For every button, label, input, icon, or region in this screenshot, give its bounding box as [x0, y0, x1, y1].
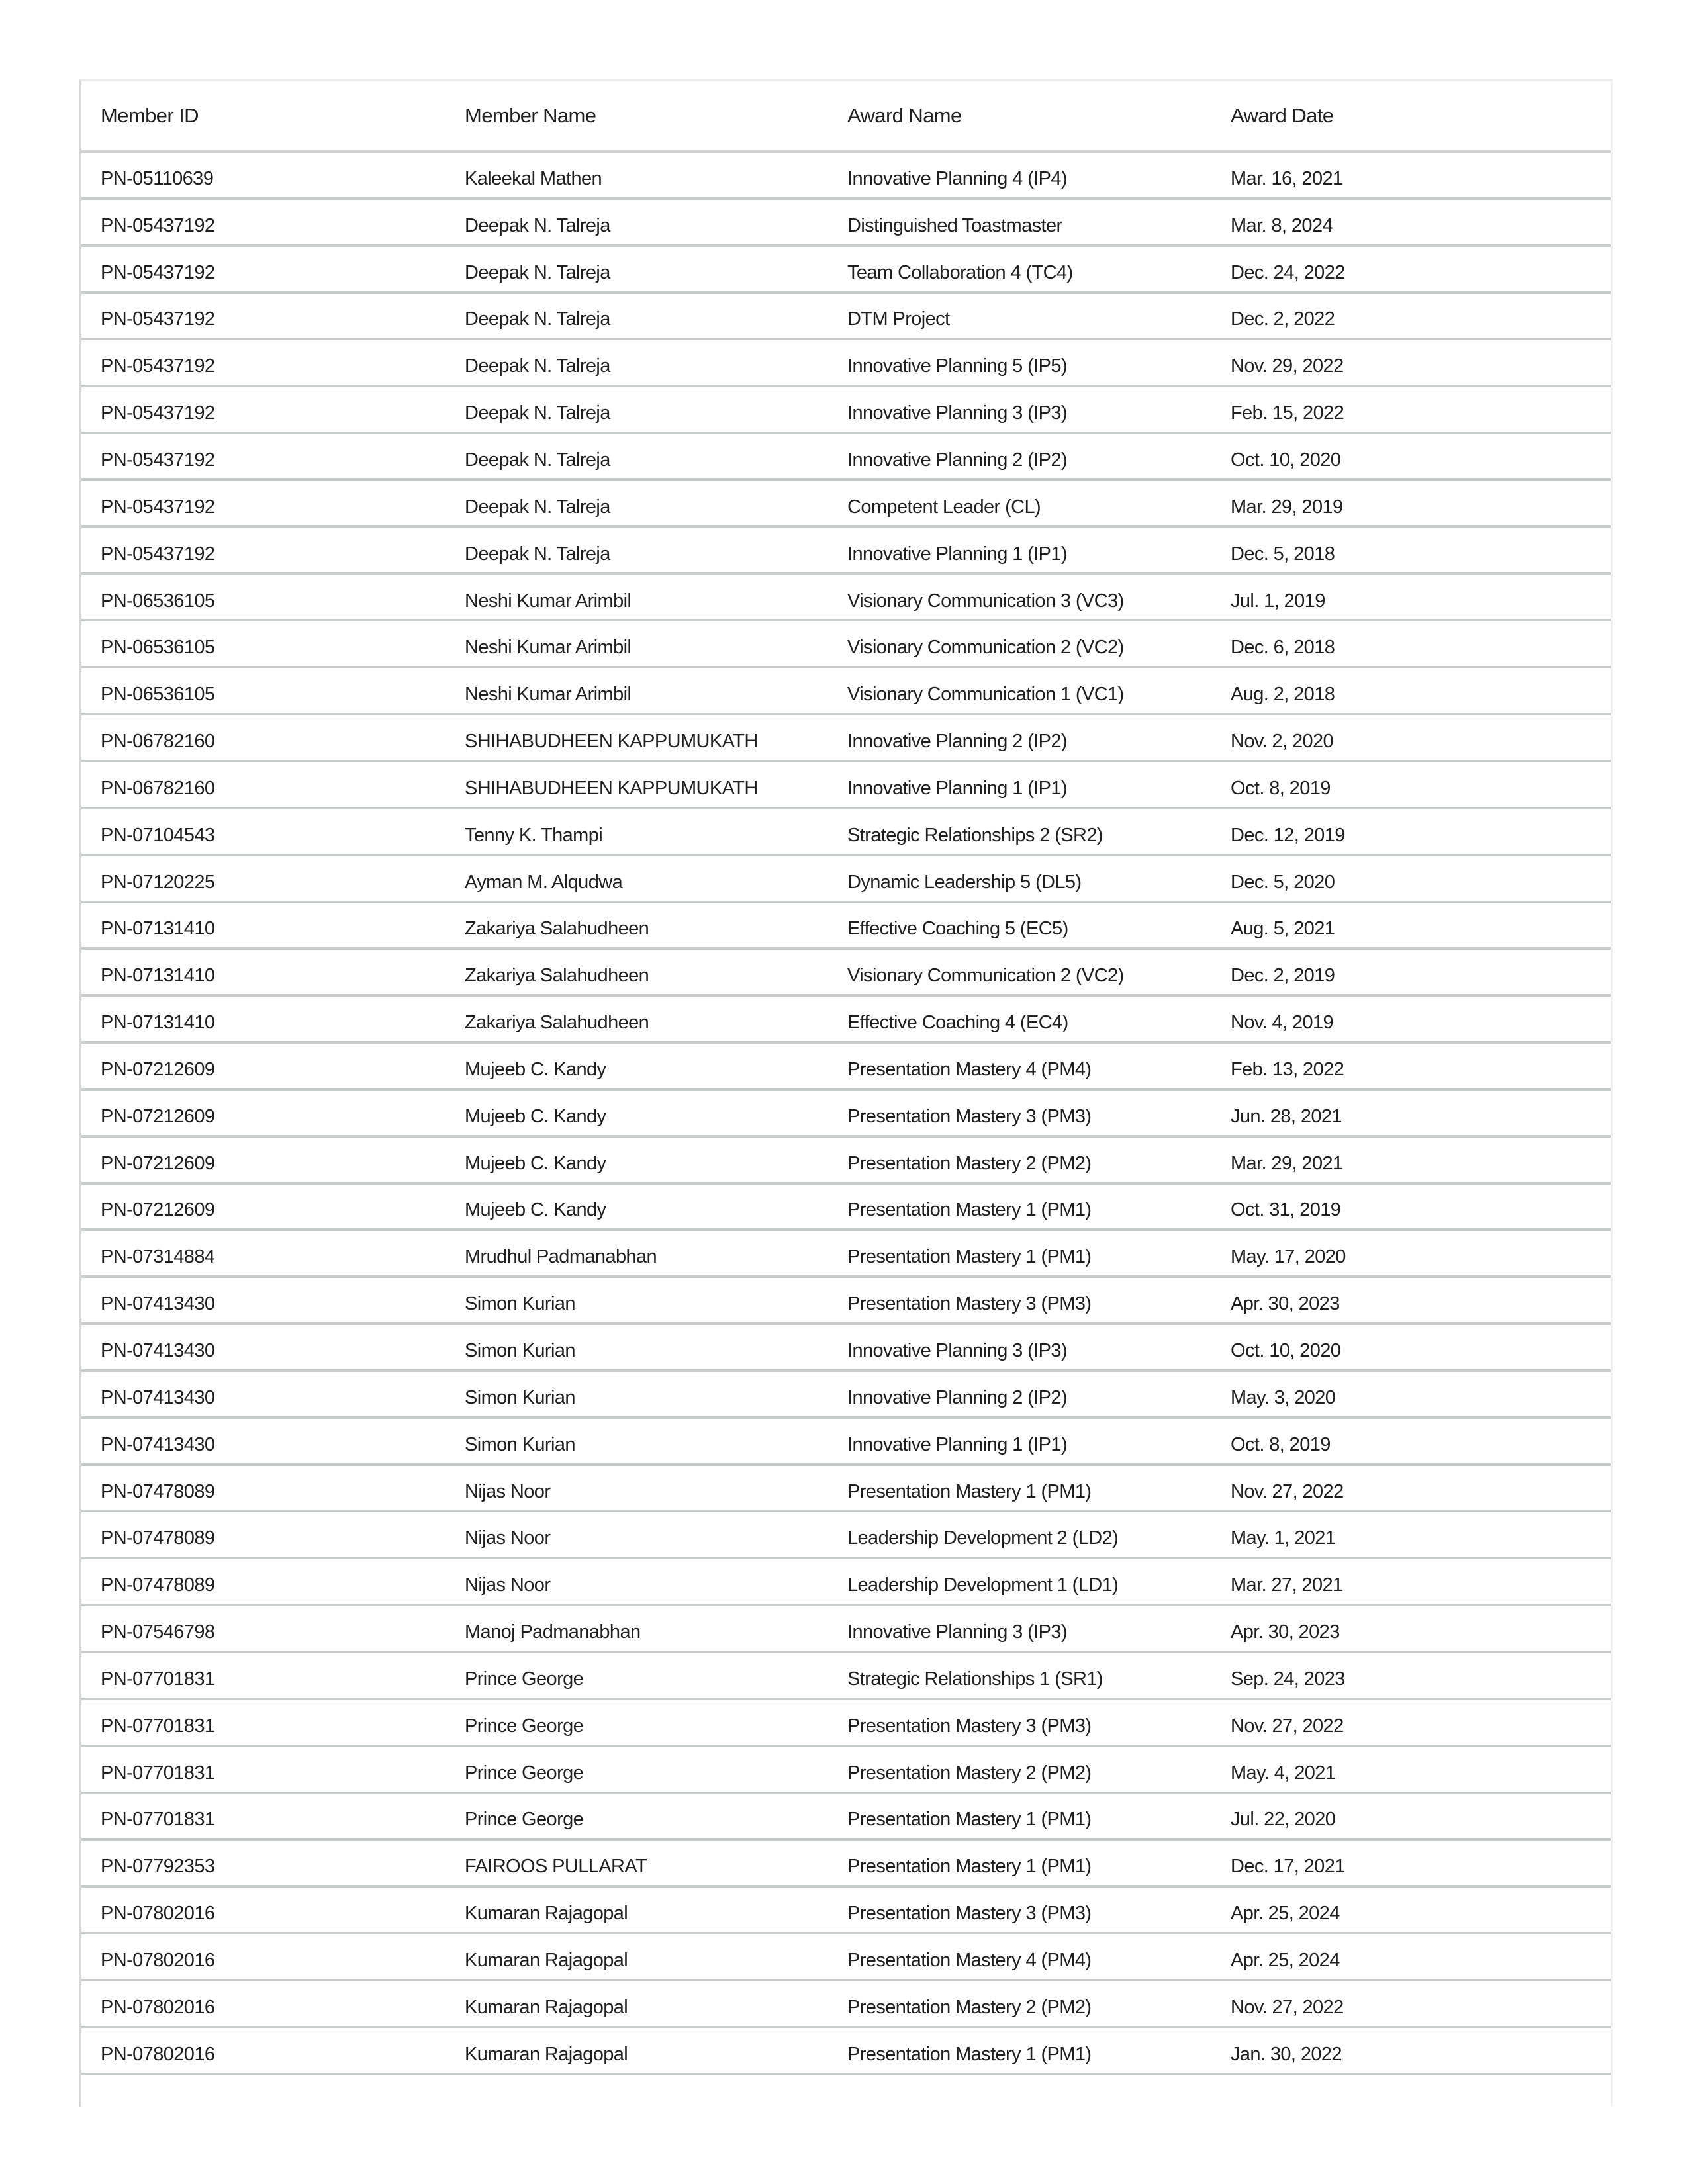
- member-name-cell: Deepak N. Talreja: [465, 355, 610, 377]
- member-id-cell: PN-06782160: [101, 777, 215, 799]
- table-row: [81, 1466, 1611, 1513]
- member-name-cell: Zakariya Salahudheen: [465, 918, 649, 940]
- header-member-id[interactable]: Member ID: [101, 104, 199, 127]
- award-name-cell: Visionary Communication 2 (VC2): [847, 637, 1124, 659]
- table-row: [81, 668, 1611, 715]
- member-name-cell: Mujeeb C. Kandy: [465, 1105, 606, 1127]
- table-row: [81, 1981, 1611, 2028]
- award-name-cell: Presentation Mastery 3 (PM3): [847, 1293, 1092, 1315]
- table-row: [81, 1888, 1611, 1934]
- member-id-cell: PN-07546798: [101, 1621, 215, 1643]
- award-name-cell: Presentation Mastery 4 (PM4): [847, 1949, 1092, 1971]
- award-name-cell: Presentation Mastery 1 (PM1): [847, 2043, 1092, 2065]
- table-row: [81, 997, 1611, 1044]
- table-row: [81, 1747, 1611, 1794]
- award-name-cell: Innovative Planning 2 (IP2): [847, 449, 1068, 471]
- table-row: [81, 856, 1611, 903]
- member-name-cell: Prince George: [465, 1809, 584, 1831]
- member-name-cell: Nijas Noor: [465, 1527, 551, 1549]
- member-id-cell: PN-07478089: [101, 1574, 215, 1596]
- table-row: [81, 200, 1611, 247]
- award-date-cell: Mar. 29, 2021: [1231, 1152, 1343, 1174]
- award-name-cell: Innovative Planning 5 (IP5): [847, 355, 1068, 377]
- award-date-cell: Aug. 2, 2018: [1231, 684, 1335, 705]
- table-row: [81, 153, 1611, 200]
- member-name-cell: Ayman M. Alqudwa: [465, 871, 623, 893]
- member-id-cell: PN-07701831: [101, 1715, 215, 1737]
- award-name-cell: Presentation Mastery 3 (PM3): [847, 1715, 1092, 1737]
- member-id-cell: PN-05437192: [101, 402, 215, 424]
- member-name-cell: Mujeeb C. Kandy: [465, 1152, 606, 1174]
- member-id-cell: PN-07131410: [101, 1012, 215, 1034]
- member-name-cell: Kaleekal Mathen: [465, 167, 602, 189]
- award-date-cell: Nov. 27, 2022: [1231, 1715, 1344, 1737]
- award-date-cell: Oct. 31, 2019: [1231, 1199, 1341, 1221]
- member-id-cell: PN-05110639: [101, 167, 214, 189]
- member-name-cell: Kumaran Rajagopal: [465, 1996, 628, 2018]
- member-name-cell: Prince George: [465, 1762, 584, 1784]
- table-row: [81, 481, 1611, 528]
- award-date-cell: Oct. 8, 2019: [1231, 1433, 1331, 1455]
- award-date-cell: Mar. 29, 2019: [1231, 496, 1343, 518]
- table-row: [81, 621, 1611, 668]
- table-row: [81, 809, 1611, 856]
- member-id-cell: PN-07701831: [101, 1762, 215, 1784]
- table-row: [81, 1091, 1611, 1138]
- member-name-cell: Nijas Noor: [465, 1574, 551, 1596]
- member-name-cell: Tenny K. Thampi: [465, 824, 603, 846]
- award-name-cell: Innovative Planning 4 (IP4): [847, 167, 1068, 189]
- award-date-cell: Dec. 5, 2020: [1231, 871, 1335, 893]
- table-row: [81, 528, 1611, 575]
- award-name-cell: Innovative Planning 1 (IP1): [847, 777, 1068, 799]
- table-row: [81, 1512, 1611, 1559]
- table-row: [81, 575, 1611, 622]
- award-name-cell: Presentation Mastery 2 (PM2): [847, 1996, 1092, 2018]
- member-id-cell: PN-07314884: [101, 1246, 215, 1268]
- member-name-cell: Neshi Kumar Arimbil: [465, 590, 632, 612]
- table-row: [81, 387, 1611, 434]
- member-id-cell: PN-07701831: [101, 1809, 215, 1831]
- member-id-cell: PN-05437192: [101, 308, 215, 330]
- member-id-cell: PN-06536105: [101, 684, 215, 705]
- award-date-cell: Nov. 27, 2022: [1231, 1996, 1344, 2018]
- award-date-cell: Oct. 10, 2020: [1231, 1340, 1341, 1362]
- member-name-cell: Mujeeb C. Kandy: [465, 1058, 606, 1080]
- member-id-cell: PN-07212609: [101, 1105, 215, 1127]
- member-id-cell: PN-07802016: [101, 2043, 215, 2065]
- award-name-cell: Effective Coaching 4 (EC4): [847, 1012, 1068, 1034]
- member-id-cell: PN-07131410: [101, 918, 215, 940]
- member-name-cell: Mujeeb C. Kandy: [465, 1199, 606, 1221]
- award-date-cell: Mar. 27, 2021: [1231, 1574, 1343, 1596]
- award-date-cell: Oct. 10, 2020: [1231, 449, 1341, 471]
- award-name-cell: Strategic Relationships 1 (SR1): [847, 1668, 1103, 1690]
- award-name-cell: Presentation Mastery 1 (PM1): [847, 1856, 1092, 1878]
- member-id-cell: PN-07413430: [101, 1293, 215, 1315]
- award-name-cell: Leadership Development 2 (LD2): [847, 1527, 1119, 1549]
- member-id-cell: PN-07802016: [101, 1996, 215, 2018]
- member-id-cell: PN-07802016: [101, 1949, 215, 1971]
- award-name-cell: Innovative Planning 1 (IP1): [847, 543, 1068, 565]
- award-name-cell: Presentation Mastery 3 (PM3): [847, 1105, 1092, 1127]
- award-name-cell: Innovative Planning 3 (IP3): [847, 1340, 1068, 1362]
- award-date-cell: Nov. 4, 2019: [1231, 1012, 1334, 1034]
- award-date-cell: Dec. 17, 2021: [1231, 1856, 1345, 1878]
- member-name-cell: Kumaran Rajagopal: [465, 2043, 628, 2065]
- award-name-cell: Presentation Mastery 1 (PM1): [847, 1480, 1092, 1502]
- award-name-cell: Innovative Planning 1 (IP1): [847, 1433, 1068, 1455]
- member-id-cell: PN-07413430: [101, 1387, 215, 1408]
- member-id-cell: PN-05437192: [101, 261, 215, 283]
- award-name-cell: Competent Leader (CL): [847, 496, 1041, 518]
- member-name-cell: FAIROOS PULLARAT: [465, 1856, 647, 1878]
- award-name-cell: Presentation Mastery 1 (PM1): [847, 1809, 1092, 1831]
- award-date-cell: Apr. 30, 2023: [1231, 1293, 1340, 1315]
- award-name-cell: Effective Coaching 5 (EC5): [847, 918, 1068, 940]
- member-id-cell: PN-07131410: [101, 965, 215, 987]
- award-date-cell: Jul. 1, 2019: [1231, 590, 1325, 612]
- award-date-cell: Aug. 5, 2021: [1231, 918, 1335, 940]
- award-name-cell: Innovative Planning 2 (IP2): [847, 731, 1068, 752]
- award-date-cell: Jul. 22, 2020: [1231, 1809, 1336, 1831]
- award-name-cell: Dynamic Leadership 5 (DL5): [847, 871, 1082, 893]
- member-id-cell: PN-07478089: [101, 1480, 215, 1502]
- table-header-row: [81, 81, 1611, 153]
- member-name-cell: SHIHABUDHEEN KAPPUMUKATH: [465, 777, 758, 799]
- table-body: [81, 153, 1611, 2075]
- table-row: [81, 294, 1611, 341]
- table-row: [81, 715, 1611, 762]
- award-name-cell: Visionary Communication 1 (VC1): [847, 684, 1124, 705]
- member-id-cell: PN-06782160: [101, 731, 215, 752]
- member-name-cell: Neshi Kumar Arimbil: [465, 637, 632, 659]
- award-name-cell: Strategic Relationships 2 (SR2): [847, 824, 1103, 846]
- header-award-name[interactable]: Award Name: [847, 104, 962, 127]
- member-id-cell: PN-05437192: [101, 449, 215, 471]
- award-name-cell: Visionary Communication 3 (VC3): [847, 590, 1124, 612]
- member-name-cell: Mrudhul Padmanabhan: [465, 1246, 657, 1268]
- table-row: [81, 1700, 1611, 1747]
- member-id-cell: PN-07701831: [101, 1668, 215, 1690]
- award-name-cell: Innovative Planning 3 (IP3): [847, 1621, 1068, 1643]
- table-row: [81, 1185, 1611, 1232]
- table-row: [81, 340, 1611, 387]
- member-name-cell: Simon Kurian: [465, 1340, 575, 1362]
- table-row: [81, 1372, 1611, 1419]
- member-id-cell: PN-07413430: [101, 1433, 215, 1455]
- table-row: [81, 1559, 1611, 1606]
- table-row: [81, 1653, 1611, 1700]
- table-row: [81, 1044, 1611, 1091]
- table-row: [81, 1138, 1611, 1185]
- member-name-cell: Zakariya Salahudheen: [465, 965, 649, 987]
- award-date-cell: Oct. 8, 2019: [1231, 777, 1331, 799]
- table-row: [81, 762, 1611, 809]
- award-name-cell: Team Collaboration 4 (TC4): [847, 261, 1073, 283]
- table-row: [81, 247, 1611, 294]
- member-id-cell: PN-06536105: [101, 590, 215, 612]
- member-name-cell: Simon Kurian: [465, 1387, 575, 1408]
- member-name-cell: Kumaran Rajagopal: [465, 1949, 628, 1971]
- award-date-cell: Dec. 5, 2018: [1231, 543, 1335, 565]
- table-row: [81, 1278, 1611, 1325]
- member-name-cell: Deepak N. Talreja: [465, 308, 610, 330]
- award-name-cell: Presentation Mastery 1 (PM1): [847, 1246, 1092, 1268]
- member-name-cell: Deepak N. Talreja: [465, 496, 610, 518]
- table-row: [81, 1794, 1611, 1841]
- award-date-cell: Nov. 29, 2022: [1231, 355, 1344, 377]
- member-id-cell: PN-07792353: [101, 1856, 215, 1878]
- award-name-cell: Leadership Development 1 (LD1): [847, 1574, 1119, 1596]
- award-date-cell: Feb. 13, 2022: [1231, 1058, 1344, 1080]
- award-date-cell: Mar. 16, 2021: [1231, 167, 1343, 189]
- awards-table: [79, 79, 1613, 2107]
- award-date-cell: Sep. 24, 2023: [1231, 1668, 1345, 1690]
- award-name-cell: Presentation Mastery 3 (PM3): [847, 1903, 1092, 1925]
- award-name-cell: Visionary Communication 2 (VC2): [847, 965, 1124, 987]
- table-row: [81, 1419, 1611, 1466]
- award-date-cell: Dec. 12, 2019: [1231, 824, 1345, 846]
- award-date-cell: Apr. 30, 2023: [1231, 1621, 1340, 1643]
- award-name-cell: Presentation Mastery 4 (PM4): [847, 1058, 1092, 1080]
- table-row: [81, 1606, 1611, 1653]
- award-date-cell: Apr. 25, 2024: [1231, 1949, 1340, 1971]
- award-date-cell: May. 17, 2020: [1231, 1246, 1346, 1268]
- member-id-cell: PN-07212609: [101, 1152, 215, 1174]
- award-date-cell: May. 1, 2021: [1231, 1527, 1336, 1549]
- member-name-cell: Simon Kurian: [465, 1293, 575, 1315]
- award-name-cell: Presentation Mastery 2 (PM2): [847, 1152, 1092, 1174]
- award-date-cell: Jan. 30, 2022: [1231, 2043, 1342, 2065]
- award-date-cell: Feb. 15, 2022: [1231, 402, 1344, 424]
- award-date-cell: Dec. 6, 2018: [1231, 637, 1335, 659]
- table-row: [81, 434, 1611, 481]
- table-row: [81, 1325, 1611, 1372]
- member-id-cell: PN-07212609: [101, 1058, 215, 1080]
- table-row: [81, 2028, 1611, 2075]
- header-award-date[interactable]: Award Date: [1231, 104, 1334, 127]
- member-name-cell: Prince George: [465, 1668, 584, 1690]
- member-id-cell: PN-06536105: [101, 637, 215, 659]
- award-date-cell: Dec. 2, 2022: [1231, 308, 1335, 330]
- member-id-cell: PN-05437192: [101, 543, 215, 565]
- member-name-cell: Deepak N. Talreja: [465, 261, 610, 283]
- table-row: [81, 1841, 1611, 1888]
- member-name-cell: Simon Kurian: [465, 1433, 575, 1455]
- award-name-cell: Presentation Mastery 1 (PM1): [847, 1199, 1092, 1221]
- member-name-cell: Prince George: [465, 1715, 584, 1737]
- award-date-cell: Dec. 2, 2019: [1231, 965, 1335, 987]
- award-name-cell: Distinguished Toastmaster: [847, 214, 1062, 236]
- member-name-cell: Deepak N. Talreja: [465, 214, 610, 236]
- member-id-cell: PN-07478089: [101, 1527, 215, 1549]
- award-name-cell: Innovative Planning 3 (IP3): [847, 402, 1068, 424]
- member-name-cell: Deepak N. Talreja: [465, 449, 610, 471]
- table-row: [81, 903, 1611, 950]
- member-name-cell: Kumaran Rajagopal: [465, 1903, 628, 1925]
- award-date-cell: Dec. 24, 2022: [1231, 261, 1345, 283]
- member-id-cell: PN-05437192: [101, 496, 215, 518]
- member-name-cell: Deepak N. Talreja: [465, 543, 610, 565]
- member-name-cell: Neshi Kumar Arimbil: [465, 684, 632, 705]
- member-name-cell: Deepak N. Talreja: [465, 402, 610, 424]
- award-date-cell: Apr. 25, 2024: [1231, 1903, 1340, 1925]
- header-member-name[interactable]: Member Name: [465, 104, 596, 127]
- member-id-cell: PN-07212609: [101, 1199, 215, 1221]
- table-row: [81, 1231, 1611, 1278]
- member-id-cell: PN-05437192: [101, 214, 215, 236]
- member-name-cell: SHIHABUDHEEN KAPPUMUKATH: [465, 731, 758, 752]
- member-id-cell: PN-05437192: [101, 355, 215, 377]
- table-row: [81, 1934, 1611, 1981]
- member-id-cell: PN-07802016: [101, 1903, 215, 1925]
- member-id-cell: PN-07120225: [101, 871, 215, 893]
- award-date-cell: May. 4, 2021: [1231, 1762, 1336, 1784]
- member-id-cell: PN-07104543: [101, 824, 215, 846]
- member-id-cell: PN-07413430: [101, 1340, 215, 1362]
- member-name-cell: Manoj Padmanabhan: [465, 1621, 641, 1643]
- award-date-cell: May. 3, 2020: [1231, 1387, 1336, 1408]
- award-date-cell: Mar. 8, 2024: [1231, 214, 1333, 236]
- table-row: [81, 950, 1611, 997]
- award-date-cell: Nov. 27, 2022: [1231, 1480, 1344, 1502]
- member-name-cell: Nijas Noor: [465, 1480, 551, 1502]
- award-name-cell: Innovative Planning 2 (IP2): [847, 1387, 1068, 1408]
- award-name-cell: Presentation Mastery 2 (PM2): [847, 1762, 1092, 1784]
- member-name-cell: Zakariya Salahudheen: [465, 1012, 649, 1034]
- award-name-cell: DTM Project: [847, 308, 950, 330]
- award-date-cell: Nov. 2, 2020: [1231, 731, 1334, 752]
- award-date-cell: Jun. 28, 2021: [1231, 1105, 1342, 1127]
